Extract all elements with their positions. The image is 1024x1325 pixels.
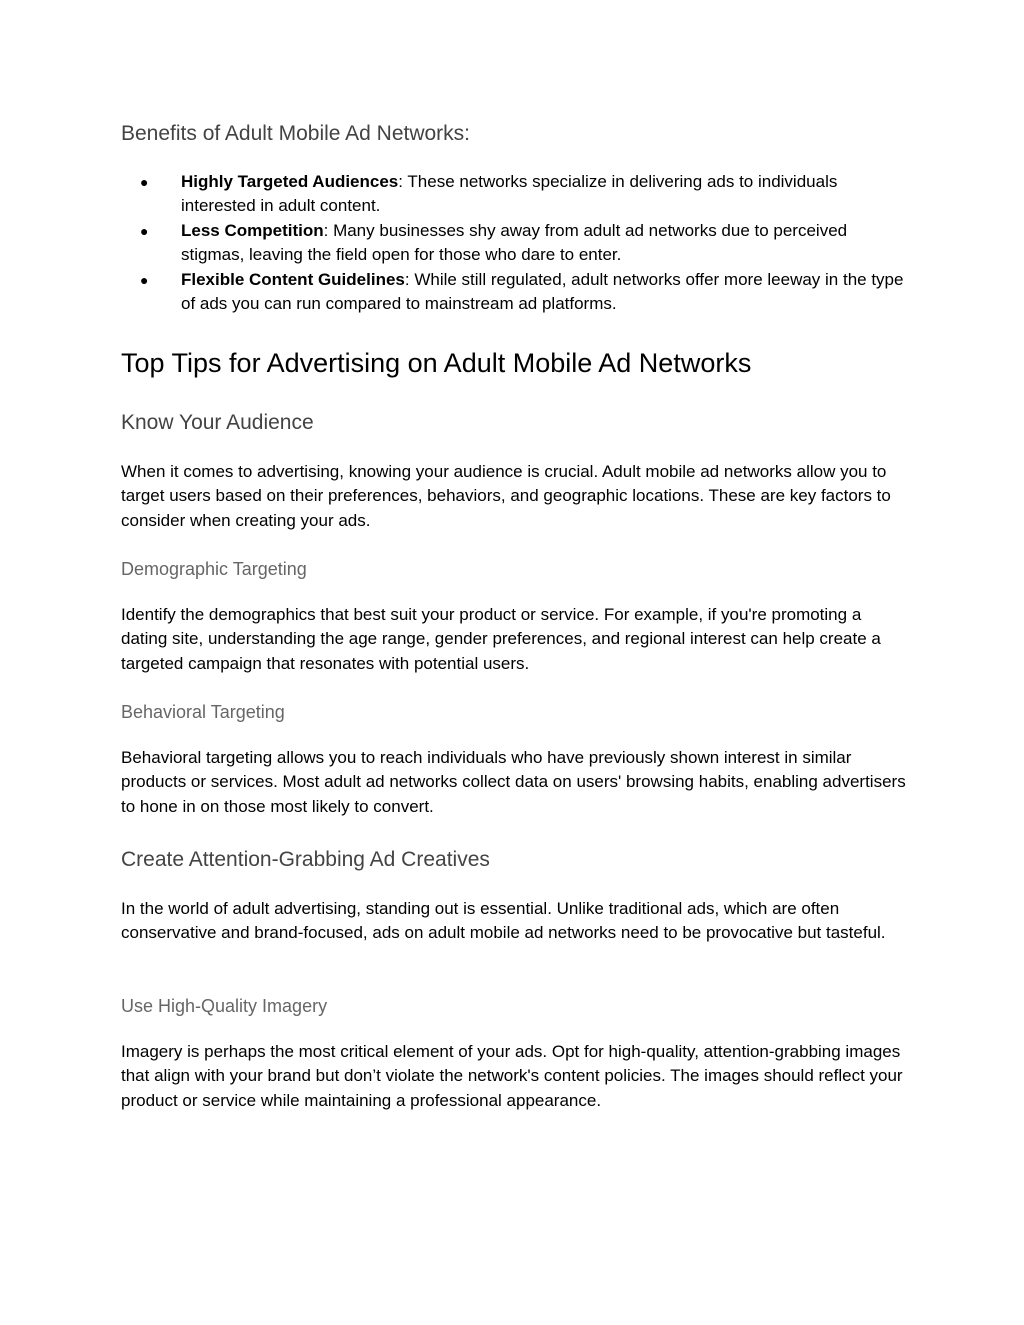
behavioral-paragraph: Behavioral targeting allows you to reach individuals who have previously shown interest in similar products or services. Most adult ad networks collect data on users' browsing habits, enabling advertisers to hone in on those most likely to convert. bbox=[121, 748, 906, 816]
benefit-term: Highly Targeted Audiences bbox=[181, 172, 399, 191]
imagery-heading: Use High-Quality Imagery bbox=[121, 996, 328, 1016]
demographic-paragraph: Identify the demographics that best suit your product or service. For example, if you're promoting a dating site, understanding the age range, gender preferences, and regional interest can help create a targeted campaign that resonates with potential users. bbox=[121, 605, 881, 673]
benefits-list bbox=[121, 170, 911, 316]
imagery-paragraph: Imagery is perhaps the most critical element of your ads. Opt for high-quality, attention-grabbing images that align with your brand but don’t violate the network's content policies. The images should reflect your product or service while maintaining a professional appearance. bbox=[121, 1042, 903, 1110]
benefit-text: : These networks specialize in delivering ads to individuals interested in adult content. bbox=[181, 172, 838, 216]
list-item bbox=[121, 268, 911, 317]
tips-heading: Top Tips for Advertising on Adult Mobile Ad Networks bbox=[121, 348, 752, 378]
list-item bbox=[121, 170, 911, 219]
bullet-icon: ● bbox=[140, 222, 149, 239]
benefit-term: Flexible Content Guidelines bbox=[181, 269, 405, 289]
benefits-heading: Benefits of Adult Mobile Ad Networks: bbox=[121, 122, 471, 145]
know-audience-paragraph: When it comes to advertising, knowing your audience is crucial. Adult mobile ad networks allow you to target users based on their preferences, behaviors, and geographic locations. These are key factors to consider when creating your ads. bbox=[121, 462, 891, 530]
benefit-text: : While still regulated, adult networks offer more leeway in the type of ads you can run compared to mainstream ad platforms. bbox=[181, 269, 904, 314]
demographic-heading: Demographic Targeting bbox=[121, 559, 307, 579]
benefit-text: : Many businesses shy away from adult ad networks due to perceived stigmas, leaving the field open for those who dare to enter. bbox=[181, 220, 848, 265]
creatives-heading: Create Attention-Grabbing Ad Creatives bbox=[121, 848, 490, 871]
bullet-icon: ● bbox=[140, 271, 149, 288]
bullet-icon: ● bbox=[140, 174, 149, 190]
creatives-paragraph: In the world of adult advertising, standing out is essential. Unlike traditional ads, which are often conservative and brand-focused, ads on adult mobile ad networks need to be provocative but tasteful. bbox=[121, 899, 886, 943]
know-audience-heading: Know Your Audience bbox=[121, 411, 314, 434]
list-item bbox=[121, 219, 911, 268]
benefit-term: Less Competition bbox=[181, 220, 324, 240]
behavioral-heading: Behavioral Targeting bbox=[121, 702, 285, 722]
